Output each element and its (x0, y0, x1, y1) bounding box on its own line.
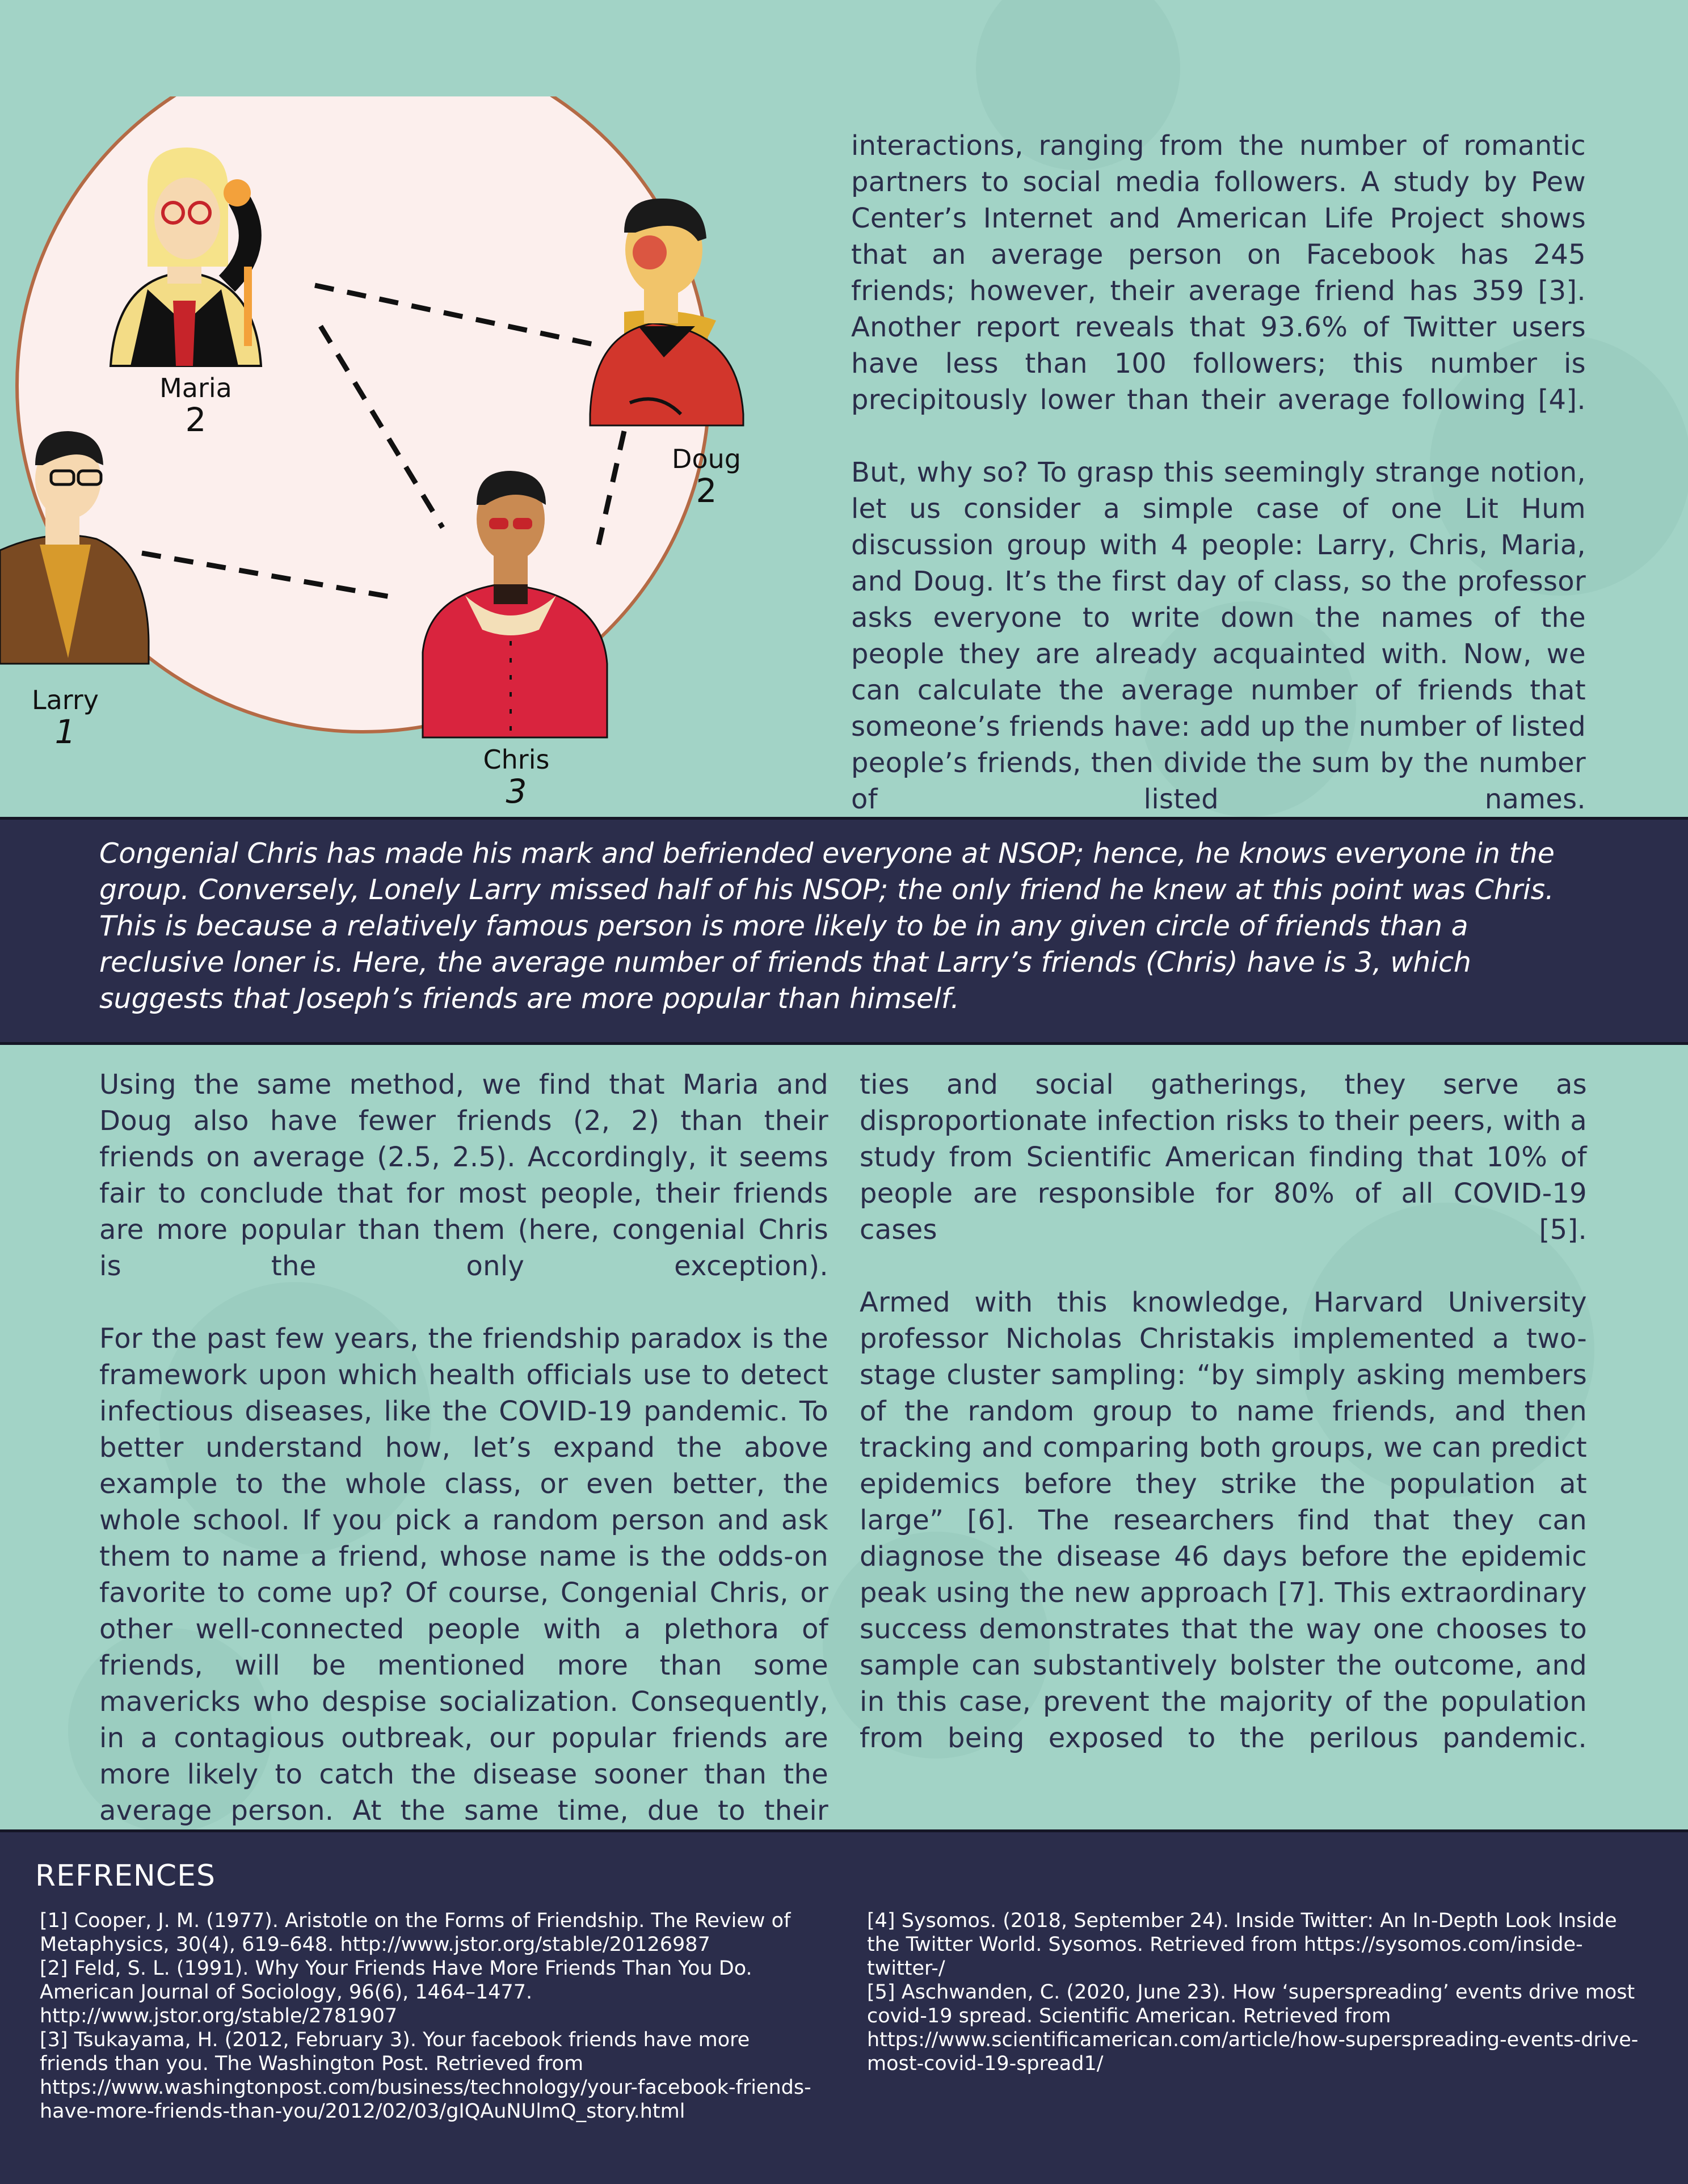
right-text-column (860, 1066, 1587, 1756)
top-text-column (851, 128, 1586, 817)
paragraph: But, why so? To grasp this seemingly strange notion, let us consider a simple case of one Lit Hum discussion group with 4 people: Larry, Chris, Maria, and Doug. It’s the first day of class, so the professor asks everyone to write down the names of the people they are already acquainted with. Now, we can calculate the average number of friends that someone’s friends have: add up the number of listed people’s friends, then divide the sum by the number of listed names. (851, 457, 1586, 815)
reference-item: [4] Sysomos. (2018, September 24). Inside Twitter: An In-Depth Look Inside the Twitter World. Sysomos. Retrieved from https://sysomos.com/inside-twitter-/ (867, 1909, 1617, 1980)
chris-label: Chris (483, 744, 550, 775)
references-left (40, 1909, 817, 2123)
reference-item: [1] Cooper, J. M. (1977). Aristotle on the Forms of Friendship. The Review of Metaphysics, 30(4), 619–648. http://www.jstor.org/stable/20126987 (40, 1909, 791, 1956)
references-title: REFRENCES (35, 1859, 216, 1893)
reference-item: [3] Tsukayama, H. (2012, February 3). Your facebook friends have more friends than you. The Washington Post. Retrieved from https://www.washingtonpost.com/business/technology/your-facebook-friends-have-more-friends-than-you/2012/02/03/gIQAuNUlmQ_story.html (40, 2029, 811, 2123)
paragraph: Using the same method, we find that Maria and Doug also have fewer friends (2, 2) than their friends on average (2.5, 2.5). Accordingly, it seems fair to conclude that for most people, their friends are more popular than them (here, congenial Chris is the only exception). (99, 1069, 828, 1282)
maria-label: Maria (159, 373, 232, 403)
references-section (0, 1829, 1688, 2184)
maria-count: 2 (185, 400, 207, 439)
callout-text: Congenial Chris has made his mark and befriended everyone at NSOP; hence, he knows everyone in the group. Conversely, Lonely Larry missed half of his NSOP; the only friend he knew at this point was Chris. This is because a relatively famous person is more likely to be in any given circle of friends than a reclusive loner is. Here, the average number of friends that Larry’s friends (Chris) have is 3, which suggests that Joseph’s friends are more popular than himself. (99, 837, 1555, 1015)
reference-item: [2] Feld, S. L. (1991). Why Your Friends Have More Friends Than You Do. American Journal of Sociology, 96(6), 1464–1477. http://www.jstor.org/stable/2781907 (40, 1957, 752, 2027)
paragraph: Armed with this knowledge, Harvard University professor Nicholas Christakis implemented a two-stage cluster sampling: “by simply asking members of the random group to name friends, and then tracking and comparing both groups, we can predict epidemics before they strike the population at large” [6]. The researchers find that they can diagnose the disease 46 days before the epidemic peak using the new approach [7]. This extraordinary success demonstrates that the way one chooses to sample can substantively bolster the outcome, and in this case, prevent the majority of the population from being exposed to the perilous pandemic. (860, 1287, 1587, 1754)
doug-label: Doug (672, 444, 741, 474)
larry-label: Larry (31, 685, 99, 715)
callout-band (0, 817, 1688, 1045)
paragraph: For the past few years, the friendship paradox is the framework upon which health officials use to detect infectious diseases, like the COVID-19 pandemic. To better understand how, let’s expand the above example to the whole class, or even better, the whole school. If you pick a random person and ask them to name a friend, whose name is the odds-on favorite to come up? Of course, Congenial Chris, or other well-connected people with a plethora of friends, will be mentioned more than some mavericks who despise socialization. Consequently, in a contagious outbreak, our popular friends are more likely to catch the disease sooner than the average person. At the same time, due to their (99, 1323, 828, 1827)
chris-count: 3 (506, 772, 527, 811)
paragraph: ties and social gatherings, they serve as disproportionate infection risks to their peers, with a study from Scientific American finding that 10% of people are responsible for 80% of all COVID-19 cases [5]. (860, 1069, 1587, 1246)
paragraph: interactions, ranging from the number of romantic partners to social media followers. A study by Pew Center’s Internet and American Life Project shows that an average person on Facebook has 245 friends; however, their average friend has 359 [3]. Another report reveals that 93.6% of Twitter users have less than 100 followers; this number is precipitously lower than their average following [4]. (851, 130, 1586, 416)
left-text-column (99, 1066, 828, 1865)
friend-network-illustration (0, 96, 828, 823)
references-right (867, 1909, 1656, 2076)
larry-count: 1 (54, 712, 76, 751)
doug-count: 2 (696, 471, 717, 510)
reference-item: [5] Aschwanden, C. (2020, June 23). How ‘superspreading’ events drive most covid-19 spread. Scientific American. Retrieved from https://www.scientificamerican.com/article/how-superspreading-events-drive-most-covid-19-spread1/ (867, 1981, 1639, 2075)
